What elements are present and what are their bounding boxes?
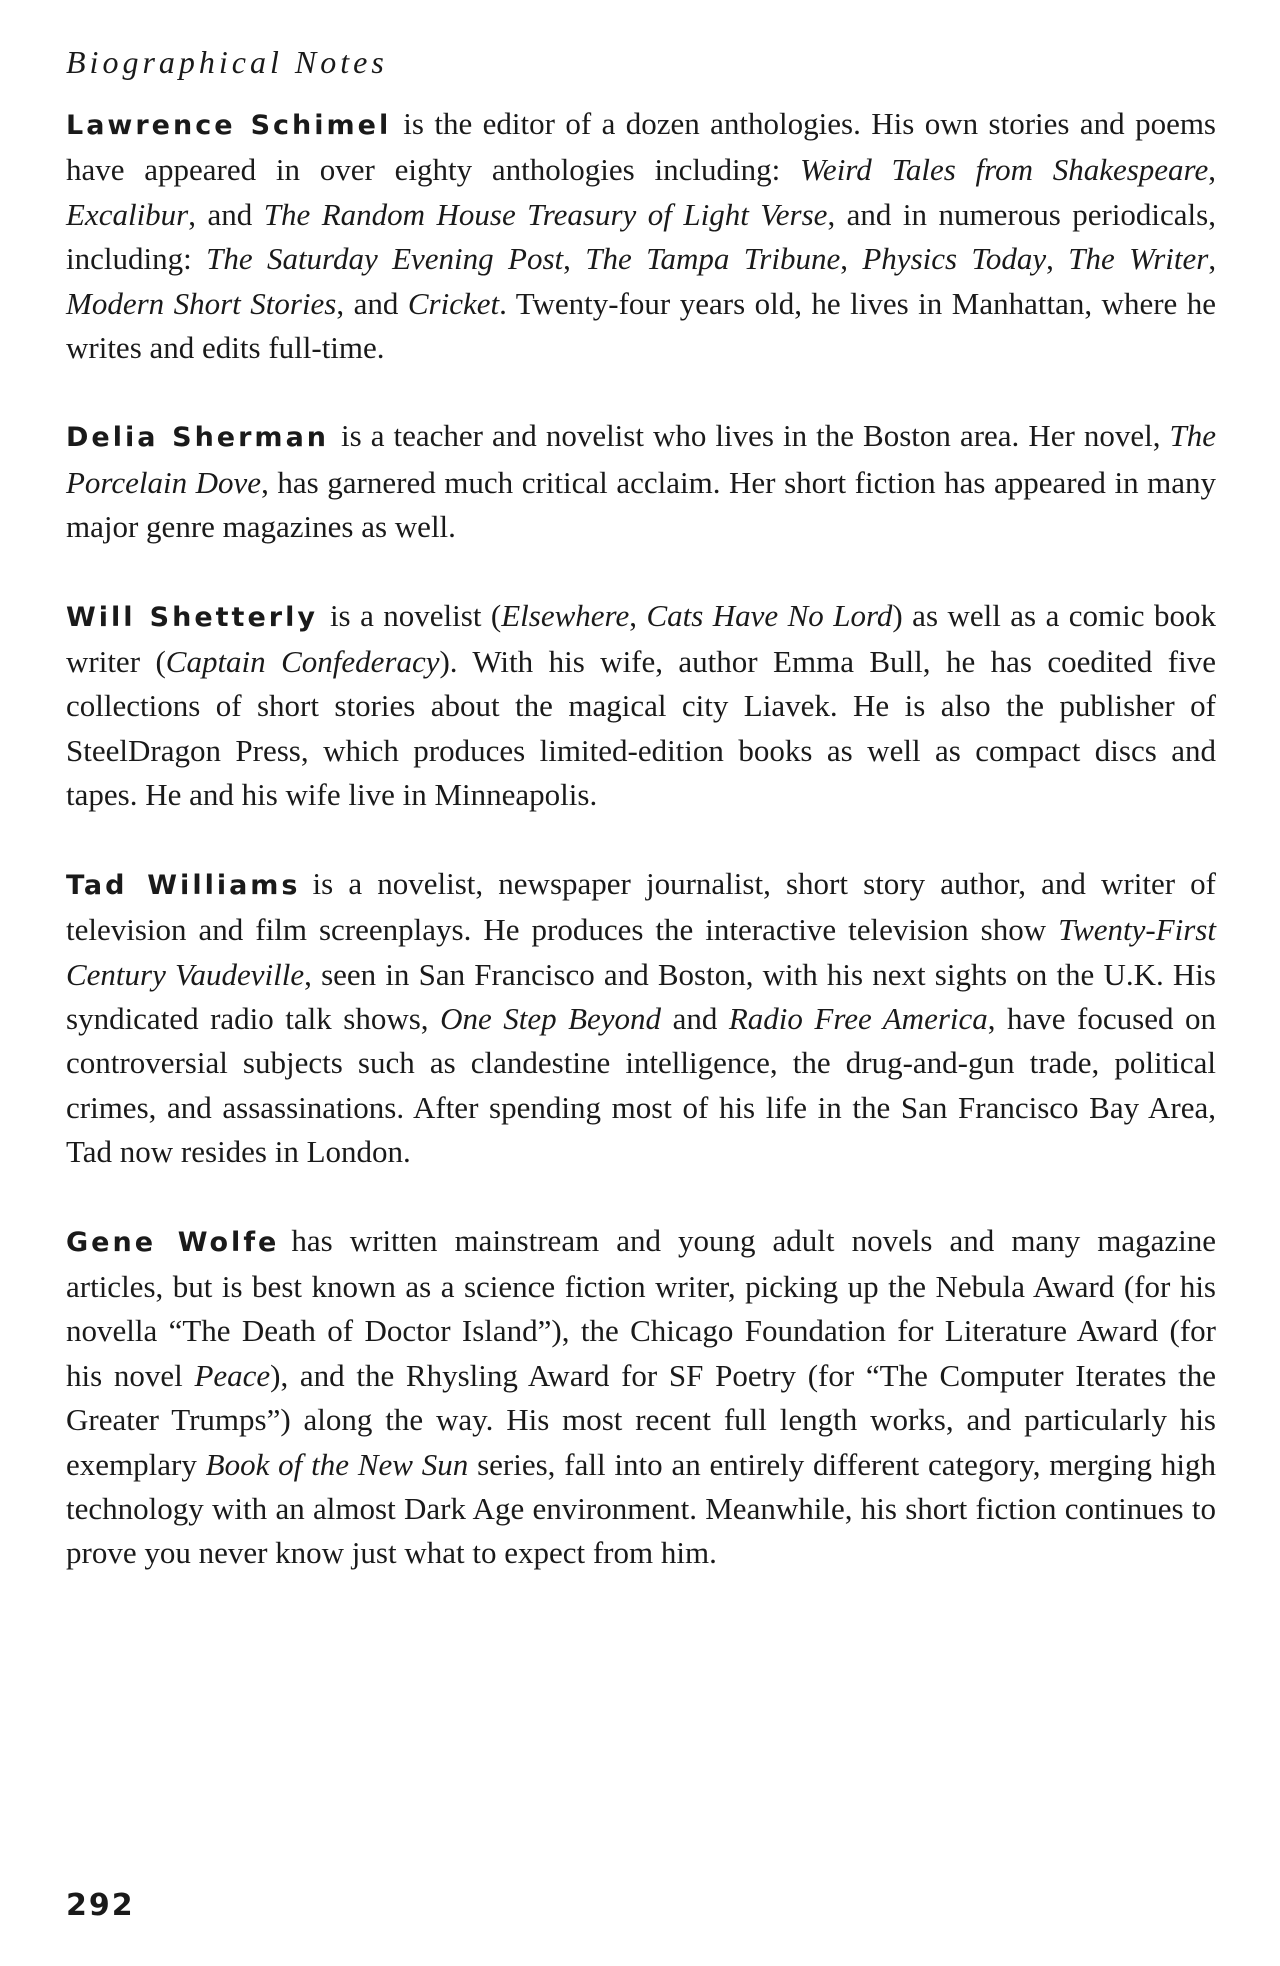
italic-title: The Porcelain Dove (66, 418, 1216, 500)
italic-title: The Saturday Evening Post (206, 241, 564, 277)
biographical-entries (66, 102, 1216, 1576)
bio-text: , has garnered much critical acclaim. Her short fiction has appeared in many major genre magazines as well. (66, 464, 1217, 545)
italic-title: Cricket (407, 285, 500, 321)
bio-text: , (563, 241, 586, 277)
bio-text: , (1208, 152, 1216, 188)
italic-title: Radio Free America (728, 1000, 988, 1036)
bio-text: , (1208, 241, 1217, 277)
italic-title: Weird Tales from Shakespeare (799, 152, 1209, 188)
bio-entry (66, 862, 1216, 1175)
bio-text: is a novelist, newspaper journalist, short story author, and writer of television and film screenplays. He produces the interactive television show (66, 865, 1217, 948)
bio-entry (66, 102, 1216, 370)
author-name: Delia Sherman (66, 422, 330, 454)
bio-text: is the editor of a dozen anthologies. His own stories and poems have appeared in over eighty anthologies including: (66, 106, 1217, 188)
italic-title: Modern Short Stories (66, 285, 337, 321)
bio-text: , (840, 241, 863, 277)
bio-text: , and (336, 285, 408, 321)
bio-text: , and (188, 196, 264, 232)
italic-title: The Writer (1068, 241, 1209, 277)
bio-text: series, fall into an entirely different category, merging high technology with an almost Dark Age environment. Meanwhile, his short fiction continues to prove you never know just what to expect from him. (66, 1446, 1216, 1571)
italic-title: Cats Have No Lord (646, 597, 893, 633)
page-content (66, 42, 1216, 1620)
author-name: Tad Williams (66, 869, 301, 901)
bio-entry (66, 414, 1216, 549)
author-name: Lawrence Schimel (66, 110, 392, 141)
bio-text: , seen in San Francisco and Boston, with his next sights on the U.K. His syndicated radio talk shows, (66, 956, 1216, 1036)
bio-text: , (629, 597, 647, 633)
author-name: Will Shetterly (66, 601, 318, 633)
page-number: 292 (66, 1888, 135, 1923)
italic-title: The Random House Treasury of Light Verse (263, 196, 828, 232)
italic-title: Excalibur (66, 196, 189, 232)
italic-title: Peace (194, 1357, 271, 1393)
author-name: Gene Wolfe (66, 1226, 280, 1258)
italic-title: The Tampa Tribune (585, 241, 841, 277)
italic-title: Book of the New Sun (205, 1446, 469, 1482)
running-head: Biographical Notes (66, 44, 388, 80)
bio-text: , have focused on controversial subjects such as clandestine intelligence, the drug-and-gun trade, political crimes, and assassinations. After spending most of his life in the San Francisco Bay Area, Tad now resides in London. (66, 1000, 1216, 1170)
bio-text: ), and the Rhysling Award for SF Poetry (for “The Computer Iterates the Greater Trumps”) along the way. His most recent full length works, and particularly his exemplary (66, 1357, 1216, 1482)
bio-entry (66, 1219, 1216, 1576)
bio-text: has written mainstream and young adult novels and many magazine articles, but is best known as a science fiction writer, picking up the Nebula Award (for his novella “The Death of Doctor Island”), the Chicago Foundation for Literature Award (for his novel (66, 1222, 1216, 1393)
bio-text: and (661, 1000, 729, 1036)
bio-entry (66, 594, 1216, 818)
italic-title: Elsewhere (501, 597, 630, 633)
bio-text: ) as well as a comic book writer ( (66, 597, 1216, 680)
bio-text: . Twenty-four years old, he lives in Manhattan, where he writes and edits full-time. (66, 285, 1217, 366)
bio-text: is a teacher and novelist who lives in the Boston area. Her novel, (341, 418, 1170, 454)
italic-title: One Step Beyond (440, 1000, 662, 1036)
bio-text: ). With his wife, author Emma Bull, he has coedited five collections of short stories about the magical city Liavek. He is also the publisher of SteelDragon Press, which produces limited-edition books as well as compact discs and tapes. He and his wife live in Minneapolis. (66, 644, 1216, 813)
bio-text: , (1046, 241, 1069, 277)
bio-text: , and in numerous periodicals, including: (66, 196, 1216, 277)
italic-title: Physics Today (862, 241, 1047, 277)
italic-title: Captain Confederacy (165, 644, 440, 680)
italic-title: Twenty-First Century Vaudeville (66, 912, 1216, 992)
bio-text: is a novelist ( (329, 597, 502, 633)
